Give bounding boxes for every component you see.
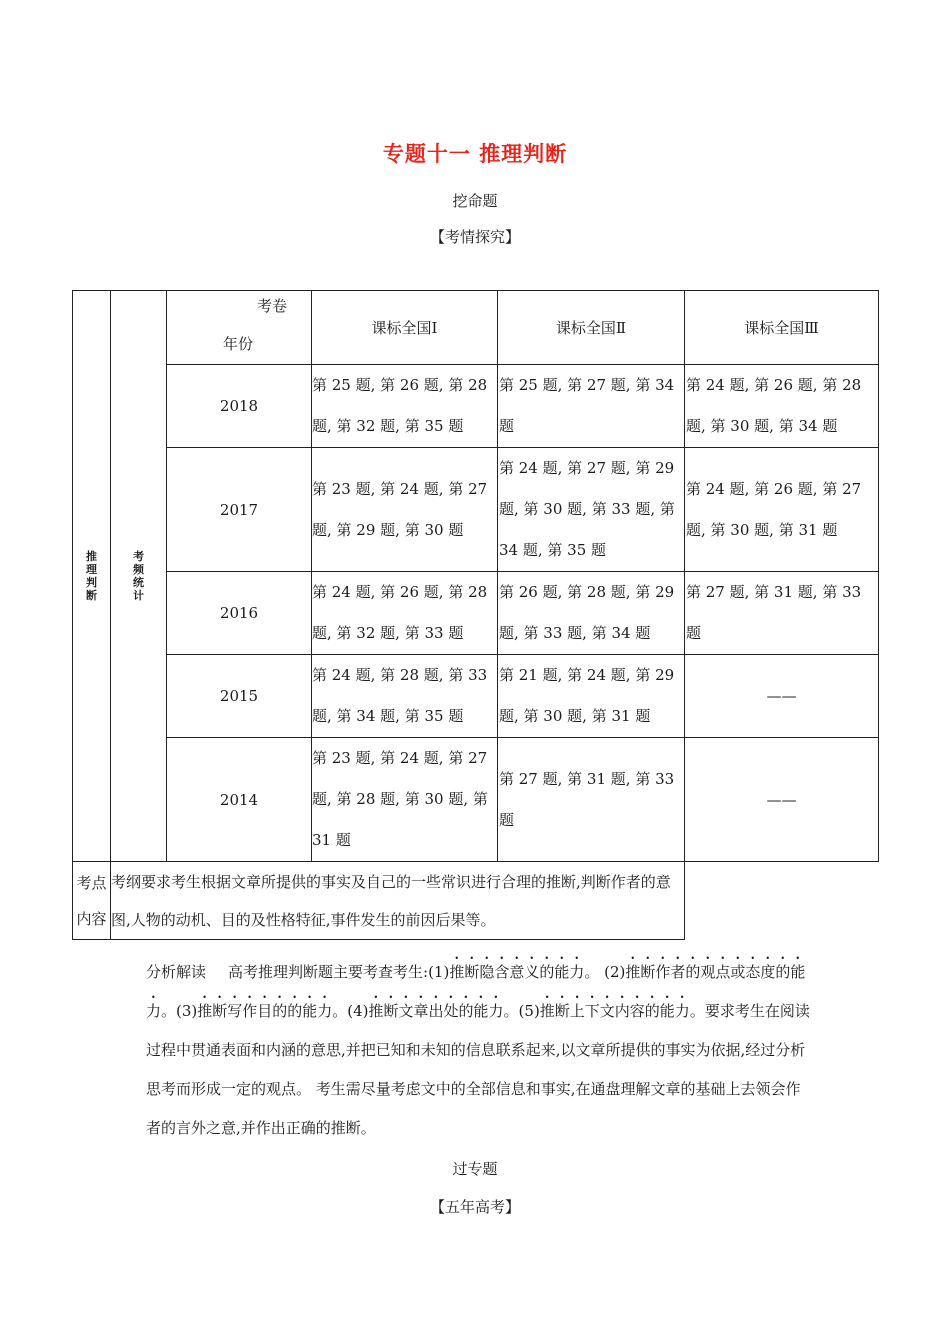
analysis-intro: 高考推理判断题主要考查考生:(1) bbox=[228, 963, 450, 981]
analysis-sep: 。(3) bbox=[161, 1002, 198, 1020]
table-cell: 第 25 题, 第 27 题, 第 34 题 bbox=[498, 365, 685, 448]
table-row bbox=[73, 738, 879, 862]
table-cell: 第 26 题, 第 28 题, 第 29 题, 第 33 题, 第 34 题 bbox=[498, 572, 685, 655]
column-header: 课标全国Ⅱ bbox=[498, 291, 685, 365]
section-heading-wamingti: 挖命题 bbox=[452, 192, 498, 210]
table-cell: 第 24 题, 第 26 题, 第 27 题, 第 30 题, 第 31 题 bbox=[685, 448, 879, 572]
table-cell: 第 24 题, 第 28 题, 第 33 题, 第 34 题, 第 35 题 bbox=[312, 655, 498, 738]
year-cell: 2017 bbox=[167, 448, 312, 572]
header-year-label: 年份 bbox=[223, 335, 254, 353]
year-cell: 2016 bbox=[167, 572, 312, 655]
group-label: 考频统计 bbox=[133, 550, 144, 602]
analysis-sep: 。(4) bbox=[332, 1002, 369, 1020]
group-label-cell bbox=[111, 291, 167, 862]
analysis-paragraph bbox=[146, 953, 811, 1148]
section-subheading-kaoqing: 【考情探究】 bbox=[429, 228, 520, 246]
year-cell: 2018 bbox=[167, 365, 312, 448]
table-cell: 第 25 题, 第 26 题, 第 28 题, 第 32 题, 第 35 题 bbox=[312, 365, 498, 448]
header-exam-label: 考卷 bbox=[256, 297, 287, 315]
analysis-rest: 。要求考生在阅读过程中贯通表面和内涵的意思,并把已知和未知的信息联系起来,以文章所提供的事实为依据,经过分析思考而形成一定的观点。 考生需尽量考虑文中的全部信息和事实,在通盘理解文章的基础上去领会作者的言外之意,并作出正确的推断。 bbox=[146, 1002, 810, 1137]
kaodian-content: 考纲要求考生根据文章所提供的事实及自己的一些常识进行合理的推断,判断作者的意图,人物的动机、目的及性格特征,事件发生的前因后果等。 bbox=[111, 862, 685, 940]
table-cell-empty: —— bbox=[685, 738, 879, 862]
table-cell: 第 24 题, 第 27 题, 第 29 题, 第 30 题, 第 33 题, 第 34 题, 第 35 题 bbox=[498, 448, 685, 572]
analysis-sep: 。(5) bbox=[503, 1002, 540, 1020]
table-cell: 第 27 题, 第 31 题, 第 33 题 bbox=[685, 572, 879, 655]
emphasis-point-1: 推断隐含意义的能力 bbox=[449, 963, 585, 981]
table-row bbox=[73, 572, 879, 655]
table-row bbox=[73, 365, 879, 448]
kaodian-label: 考点内容 bbox=[76, 873, 107, 928]
table-cell-empty: —— bbox=[685, 655, 879, 738]
table-row bbox=[73, 655, 879, 738]
table-cell: 第 21 题, 第 24 题, 第 29 题, 第 30 题, 第 31 题 bbox=[498, 655, 685, 738]
emphasis-point-3: 推断写作目的的能力 bbox=[197, 1002, 333, 1020]
emphasis-point-2: 推断作者的观点或态度的能力 bbox=[146, 963, 806, 1020]
emphasis-point-5: 推断上下文内容的能力 bbox=[539, 1002, 690, 1020]
table-cell: 第 27 题, 第 31 题, 第 33 题 bbox=[498, 738, 685, 862]
kaodian-label-cell bbox=[73, 862, 111, 940]
section-heading-guozhuanti: 过专题 bbox=[452, 1160, 498, 1178]
year-cell: 2014 bbox=[167, 738, 312, 862]
topic-label-cell bbox=[73, 291, 111, 862]
analysis-label: 分析解读 bbox=[146, 963, 207, 981]
section-subheading-wunian: 【五年高考】 bbox=[429, 1198, 520, 1216]
table-row bbox=[73, 448, 879, 572]
page-title: 专题十一 推理判断 bbox=[382, 142, 568, 166]
topic-label: 推理判断 bbox=[86, 550, 97, 602]
emphasis-point-4: 推断文章出处的能力 bbox=[368, 1002, 504, 1020]
column-header: 课标全国Ⅲ bbox=[685, 291, 879, 365]
year-cell: 2015 bbox=[167, 655, 312, 738]
table-cell: 第 23 题, 第 24 题, 第 27 题, 第 29 题, 第 30 题 bbox=[312, 448, 498, 572]
header-diagonal-cell bbox=[167, 291, 312, 365]
exam-frequency-table bbox=[72, 290, 879, 940]
table-cell: 第 24 题, 第 26 题, 第 28 题, 第 30 题, 第 34 题 bbox=[685, 365, 879, 448]
column-header: 课标全国Ⅰ bbox=[312, 291, 498, 365]
table-cell: 第 23 题, 第 24 题, 第 27 题, 第 28 题, 第 30 题, 第 31 题 bbox=[312, 738, 498, 862]
analysis-sep: 。 (2) bbox=[584, 963, 626, 981]
table-cell: 第 24 题, 第 26 题, 第 28 题, 第 32 题, 第 33 题 bbox=[312, 572, 498, 655]
